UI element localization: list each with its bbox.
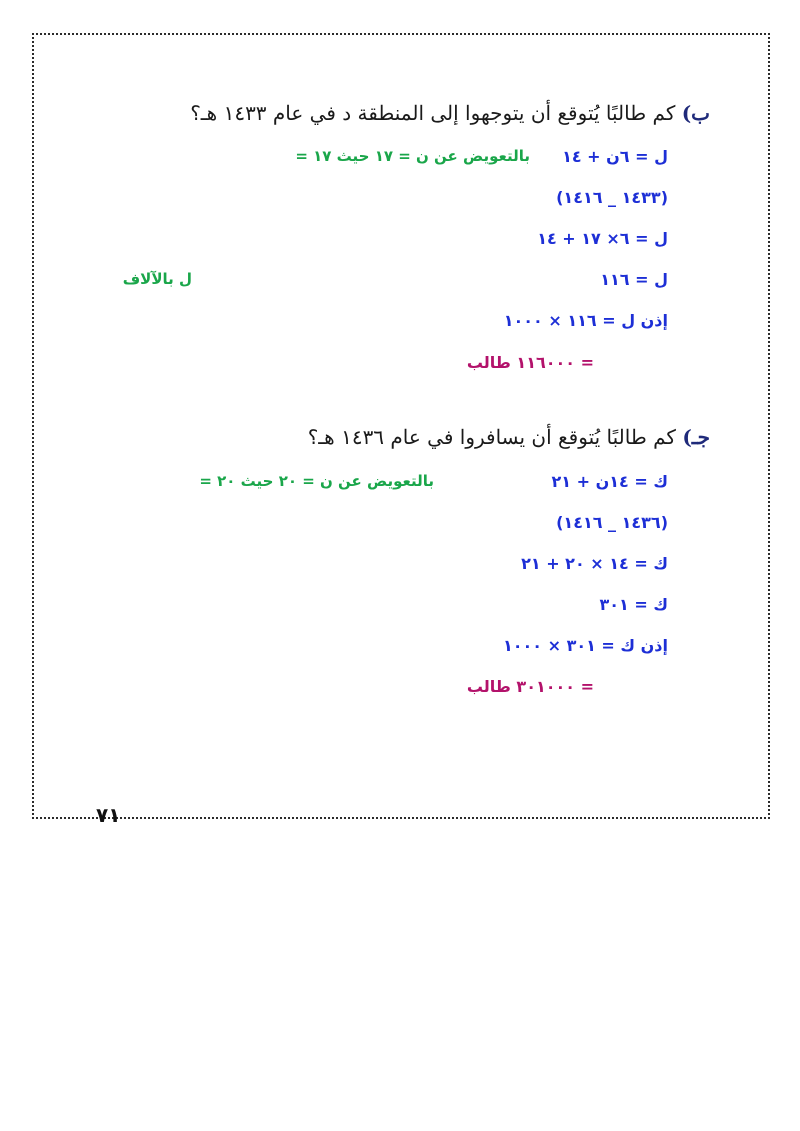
question-b-letter: ب): [681, 101, 710, 125]
b-equation-1: ل = ٦ن + ١٤: [562, 147, 668, 166]
question-j: [308, 425, 710, 449]
j-equation-1: ك = ١٤ن + ٢١: [551, 472, 668, 491]
j-equation-5: إذن ك = ٣٠١ × ١٠٠٠: [502, 636, 668, 655]
j-equation-2: (١٤٣٦ _ ١٤١٦): [556, 513, 668, 532]
j-result: = ٣٠١٠٠٠ طالب: [466, 677, 594, 696]
j-equation-4: ك = ٣٠١: [599, 595, 668, 614]
page-border: [32, 33, 770, 827]
b-result: = ١١٦٠٠٠ طالب: [466, 353, 594, 372]
b-equation-2: (١٤٣٣ _ ١٤١٦): [556, 188, 668, 207]
b-equation-4: ل = ١١٦: [600, 270, 668, 289]
b-substitution-note: بالتعويض عن ن = ١٧ حيث ١٧ =: [295, 147, 530, 165]
page-number: ٧١: [96, 803, 121, 827]
question-j-text: كم طالبًا يُتوقع أن يسافروا في عام ١٤٣٦ هـ؟: [307, 425, 676, 449]
question-b-text: كم طالبًا يُتوقع أن يتوجهوا إلى المنطقة د في عام ١٤٣٣ هـ؟: [190, 101, 676, 125]
b-equation-3: ل = ٦× ١٧ + ١٤: [537, 229, 668, 248]
b-equation-5: إذن ل = ١١٦ × ١٠٠٠: [503, 311, 668, 330]
j-equation-3: ك = ١٤ × ٢٠ + ٢١: [521, 554, 668, 573]
j-substitution-note: بالتعويض عن ن = ٢٠ حيث ٢٠ =: [199, 472, 434, 490]
b-thousands-note: ل بالآلاف: [122, 270, 192, 288]
question-j-letter: جـ): [682, 425, 710, 449]
question-b: [190, 101, 710, 125]
